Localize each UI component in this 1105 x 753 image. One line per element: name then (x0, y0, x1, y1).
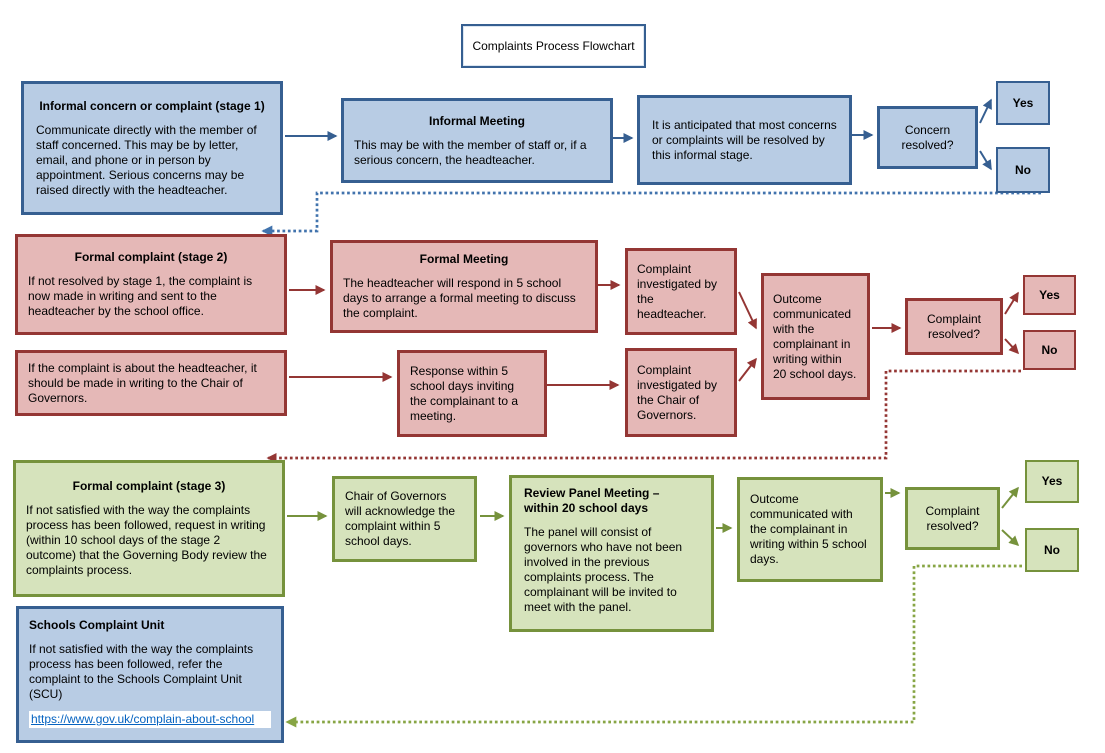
flow-node-stage3 (13, 460, 285, 597)
informal-meeting-title: Informal Meeting (428, 113, 525, 128)
flow-node-complaint-resolved-stage2 (905, 298, 1003, 355)
flow-node-schools-complaint-unit (16, 606, 284, 743)
flow-node-review-panel (509, 475, 714, 632)
scu-link[interactable]: https://www.gov.uk/complain-about-school (31, 712, 255, 726)
informal-meeting-body: This may be with the member of staff or, if a serious concern, the headteacher. (354, 137, 587, 167)
page-title (461, 24, 646, 68)
outcome-5-days-body: Outcome communicated with the complainant in writing within 5 school days. (750, 492, 867, 566)
arrow-concern-resolved-to-no (980, 151, 991, 169)
flow-node-anticipated (637, 95, 852, 185)
scu-body: If not satisfied with the way the complaints process has been followed, refer the complaint to the Schools Complaint Unit (SCU) (29, 642, 254, 701)
flow-node-complaint-resolved-stage3 (905, 487, 1000, 550)
flow-node-yes-stage2 (1023, 275, 1076, 315)
anticipated-body: It is anticipated that most concerns or complaints will be resolved by this informal stage. (652, 117, 837, 162)
stage3-title: Formal complaint (stage 3) (72, 479, 226, 493)
stage1-body: Communicate directly with the member of staff concerned. This may be by letter, email, and phone or in person by appointment. Serious concerns may be raised directly with the headteacher. (36, 122, 257, 197)
stage3-body: If not satisfied with the way the complaints process has been followed, request in writing (within 10 school days of the stage 2 outcome) that the Governing Body review the complaints process. (26, 503, 267, 577)
chair-acknowledge-body: Chair of Governors will acknowledge the complaint within 5 school days. (345, 489, 456, 548)
flow-node-stage2 (15, 234, 287, 335)
stage2-body: If not resolved by stage 1, the complaint is now made in writing and sent to the headteacher by the school office. (28, 274, 253, 318)
no3-label: No (1044, 542, 1060, 557)
page-title-label: Complaints Process Flowchart (472, 38, 635, 53)
response-body: Response within 5 school days inviting the complainant to a meeting. (410, 363, 519, 423)
arrow-investigated-chair-to-outcome (739, 359, 756, 381)
dotted-connector-no1-to-stage2 (263, 193, 1041, 231)
flow-node-investigated-headteacher (625, 248, 737, 335)
arrow-investigated-headteacher-to-outcome (739, 292, 756, 328)
scu-title: Schools Complaint Unit (29, 618, 165, 632)
flow-node-yes-stage1 (996, 81, 1050, 125)
flow-node-yes-stage3 (1025, 460, 1079, 503)
complaint-resolved3-label: Complaint resolved? (925, 503, 980, 533)
stage1-title: Informal concern or complaint (stage 1) (39, 98, 265, 113)
flow-node-outcome-20-days (761, 273, 870, 400)
flow-node-investigated-chair (625, 348, 737, 437)
flow-node-stage1 (21, 81, 283, 215)
flow-node-no-stage3 (1025, 528, 1079, 572)
formal-meeting-title: Formal Meeting (419, 252, 509, 266)
arrow-complaint-resolved3-to-no (1002, 530, 1018, 545)
arrow-concern-resolved-to-yes (980, 100, 991, 123)
investigated-headteacher-body: Complaint investigated by the headteacher. (637, 261, 718, 321)
flow-node-no-stage1 (996, 147, 1050, 193)
outcome-20-days-body: Outcome communicated with the complainant in writing within 20 school days. (773, 291, 857, 381)
flow-node-concern-resolved (877, 106, 978, 169)
review-panel-body: The panel will consist of governors who have not been involved in the previous complaints process. The complainant will be invited to meet with the panel. (524, 525, 683, 614)
formal-meeting-body: The headteacher will respond in 5 school days to arrange a formal meeting to discuss the complaint. (343, 276, 576, 320)
flow-node-outcome-5-days (737, 477, 883, 582)
flow-node-formal-meeting (330, 240, 598, 333)
flow-node-about-headteacher (15, 350, 287, 416)
investigated-chair-body: Complaint investigated by the Chair of Governors. (637, 362, 718, 422)
flow-node-chair-acknowledge (332, 476, 477, 562)
yes1-label: Yes (1012, 95, 1034, 110)
no2-label: No (1041, 342, 1058, 357)
about-headteacher-body: If the complaint is about the headteacher, it should be made in writing to the Chair of Governors. (28, 360, 257, 405)
arrow-complaint-resolved2-to-no (1005, 339, 1018, 353)
review-panel-title: Review Panel Meeting – within 20 school days (524, 486, 660, 515)
arrow-complaint-resolved3-to-yes (1002, 488, 1018, 508)
no1-label: No (1015, 162, 1031, 177)
arrow-complaint-resolved2-to-yes (1005, 293, 1018, 314)
concern-resolved-label: Concern resolved? (901, 122, 954, 152)
complaint-resolved2-label: Complaint resolved? (926, 311, 982, 341)
flow-node-informal-meeting (341, 98, 613, 183)
stage2-title: Formal complaint (stage 2) (74, 250, 228, 264)
yes2-label: Yes (1039, 287, 1060, 302)
scu-link-row (29, 711, 271, 728)
flow-node-no-stage2 (1023, 330, 1076, 370)
yes3-label: Yes (1041, 474, 1063, 488)
flow-node-response (397, 350, 547, 437)
